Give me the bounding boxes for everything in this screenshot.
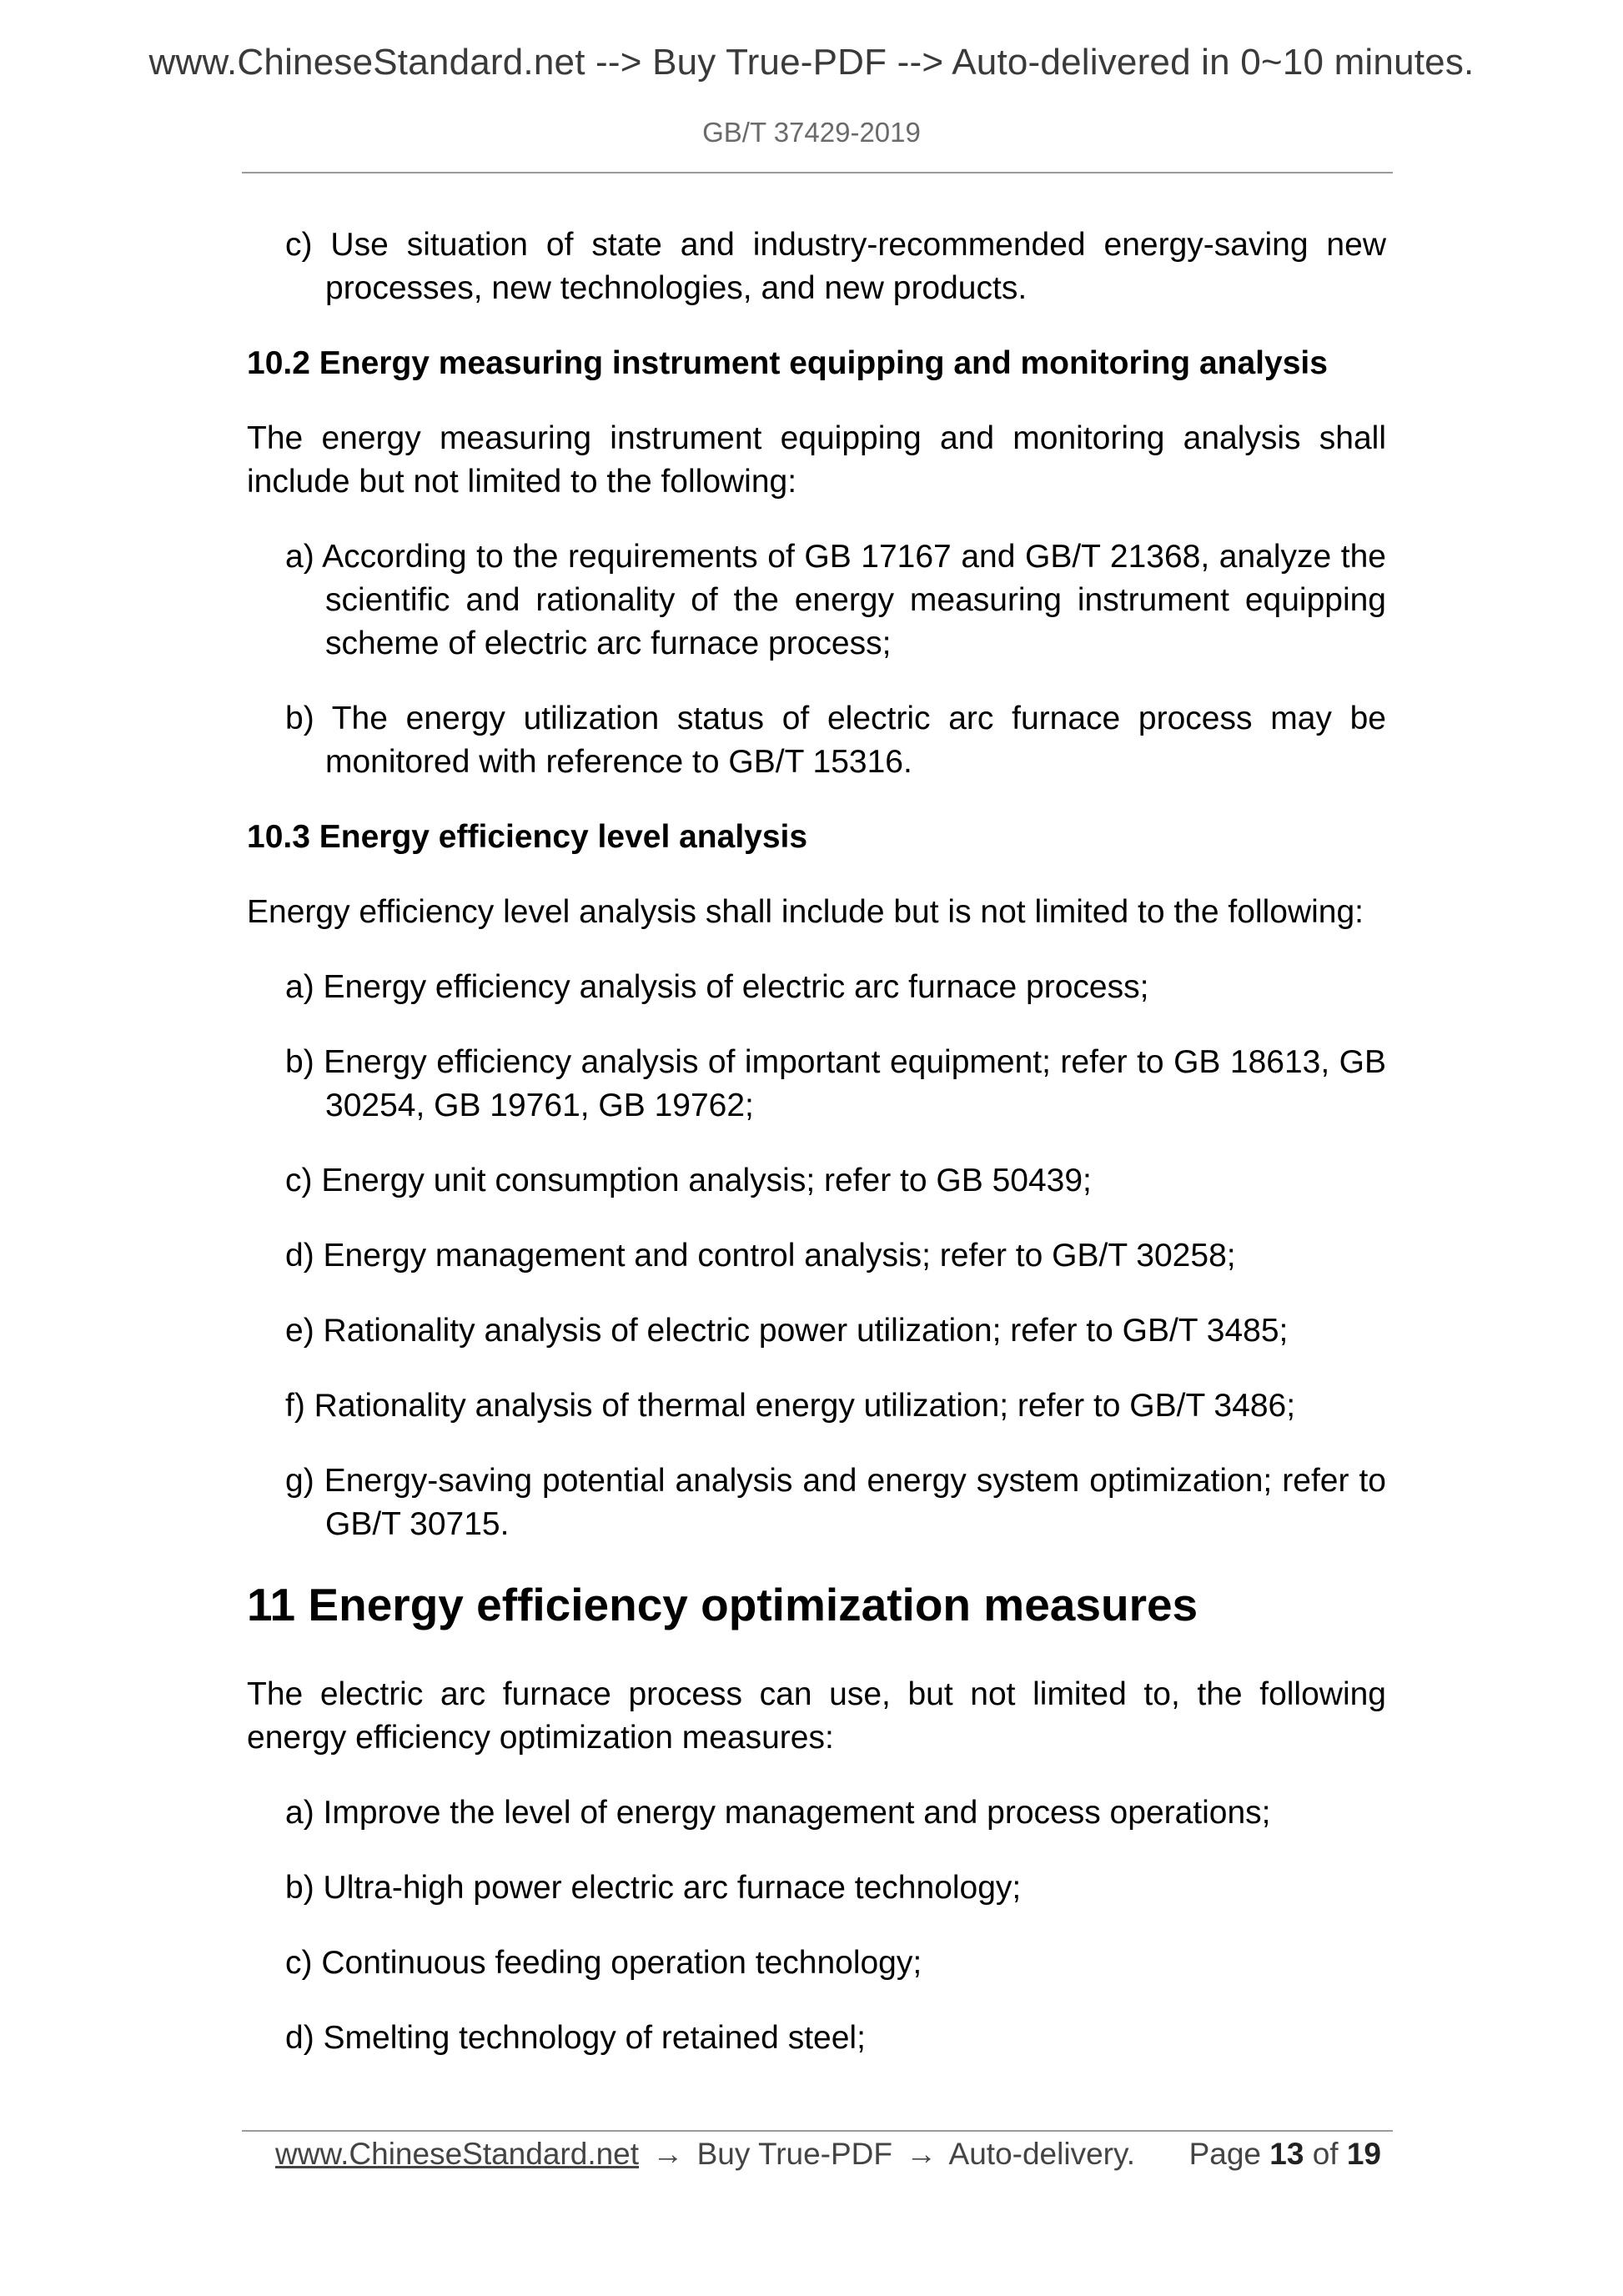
section-intro-11: The electric arc furnace process can use, but not limited to, the following energy efficiency optimization measures: [247, 1676, 1386, 1756]
page-word: Page [1188, 2137, 1261, 2171]
page-content [247, 224, 1386, 2092]
list-item-label: c) [285, 227, 313, 263]
list-item [285, 2017, 1386, 2060]
list-item-label: a) [285, 969, 314, 1005]
list-item [285, 697, 1386, 784]
footer-delivery-text: Auto-delivery. [948, 2137, 1136, 2171]
page-footer [275, 2137, 1393, 2178]
footer-buy-text: Buy True-PDF [696, 2137, 893, 2171]
list-item-label: d) [285, 2020, 314, 2056]
list-item [285, 1309, 1386, 1353]
arrow-right-icon: → [652, 2137, 684, 2171]
page-number [1189, 2137, 1381, 2172]
list-item-label: b) [285, 1044, 314, 1080]
list-item [285, 1459, 1386, 1546]
list-item-label: e) [285, 1313, 314, 1349]
list-item-text: Energy-saving potential analysis and energy system optimization; refer to GB/T 30715. [324, 1463, 1386, 1542]
list-item-label: b) [285, 701, 314, 736]
list-item [285, 1942, 1386, 1985]
list-item-label: f) [285, 1388, 305, 1424]
header-banner: www.ChineseStandard.net --> Buy True-PDF --> Auto-delivered in 0~10 minutes. [148, 42, 1475, 83]
list-item-text: Energy efficiency analysis of important equipment; refer to GB 18613, GB 30254, GB 19761, GB 19762; [324, 1044, 1386, 1123]
list-item-text: Continuous feeding operation technology; [321, 1945, 922, 1981]
list-item-text: Smelting technology of retained steel; [323, 2020, 866, 2056]
list-item-text: Energy management and control analysis; refer to GB/T 30258; [323, 1238, 1236, 1274]
section-heading-11: 11 Energy efficiency optimization measures [247, 1579, 1198, 1630]
footer-site-link[interactable]: www.ChineseStandard.net [275, 2137, 640, 2171]
section-heading-10-3: 10.3 Energy efficiency level analysis [247, 819, 808, 855]
list-item [285, 1041, 1386, 1128]
list-item [285, 1384, 1386, 1428]
list-item-text: Energy unit consumption analysis; refer to GB 50439; [321, 1163, 1092, 1198]
list-item-label: c) [285, 1945, 313, 1981]
page-total: 19 [1346, 2137, 1381, 2171]
section-intro-10-3: Energy efficiency level analysis shall include but is not limited to the following: [247, 894, 1364, 930]
list-item-label: a) [285, 1795, 314, 1831]
standard-number: GB/T 37429-2019 [702, 117, 921, 148]
list-item-text: Rationality analysis of electric power utilization; refer to GB/T 3485; [323, 1313, 1289, 1349]
list-item [285, 1234, 1386, 1278]
header-divider [242, 172, 1393, 173]
list-item [285, 224, 1386, 310]
page-current: 13 [1269, 2137, 1304, 2171]
list-item-label: g) [285, 1463, 314, 1499]
list-item [285, 1791, 1386, 1835]
list-item [285, 1159, 1386, 1203]
list-item-text: According to the requirements of GB 17167 and GB/T 21368, analyze the scientific and rationality of the energy measuring instrument equipping scheme of electric arc furnace process; [322, 539, 1386, 661]
list-item-text: Energy efficiency analysis of electric arc furnace process; [323, 969, 1149, 1005]
footer-divider [242, 2130, 1393, 2132]
list-item [285, 1866, 1386, 1910]
list-item-label: c) [285, 1163, 313, 1198]
list-item-text: Use situation of state and industry-recommended energy-saving new processes, new technologies, and new products. [325, 227, 1386, 306]
list-item-label: d) [285, 1238, 314, 1274]
list-item-label: a) [285, 539, 314, 575]
arrow-right-icon: → [906, 2137, 937, 2171]
list-item [285, 535, 1386, 666]
list-item-text: Ultra-high power electric arc furnace technology; [323, 1870, 1022, 1906]
list-item-text: Improve the level of energy management and process operations; [323, 1795, 1271, 1831]
list-item [285, 966, 1386, 1009]
of-word: of [1312, 2137, 1339, 2171]
list-item-label: b) [285, 1870, 314, 1906]
section-heading-10-2: 10.2 Energy measuring instrument equipping and monitoring analysis [247, 345, 1328, 381]
list-item-text: Rationality analysis of thermal energy utilization; refer to GB/T 3486; [314, 1388, 1296, 1424]
list-item-text: The energy utilization status of electric arc furnace process may be monitored with reference to GB/T 15316. [325, 701, 1386, 780]
section-intro-10-2: The energy measuring instrument equipping and monitoring analysis shall include but not limited to the following: [247, 420, 1386, 500]
